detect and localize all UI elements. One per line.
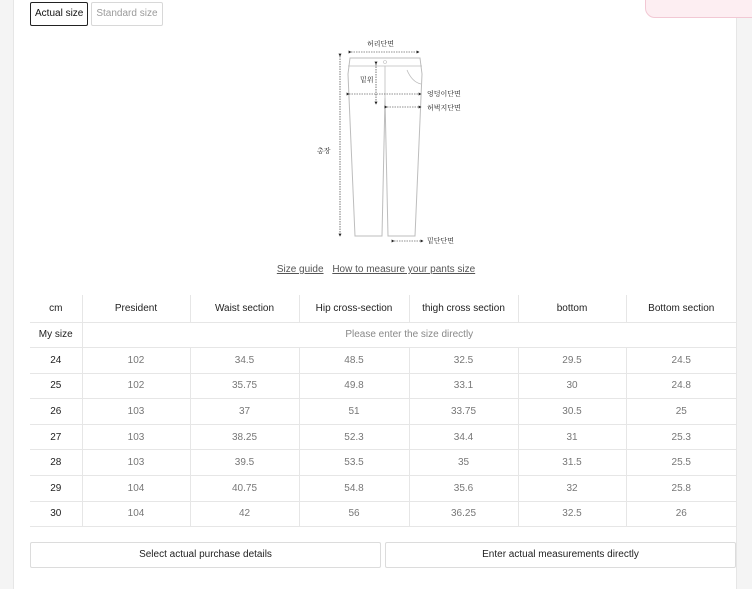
table-row xyxy=(30,373,736,399)
table-cell: 30.5 xyxy=(518,399,626,425)
size-table xyxy=(30,295,736,527)
table-cell: 103 xyxy=(82,399,190,425)
column-header: President xyxy=(82,295,190,322)
table-cell: 103 xyxy=(82,424,190,450)
table-cell: 32.5 xyxy=(518,501,626,527)
table-cell: 26 xyxy=(626,501,736,527)
my-size-row xyxy=(30,322,736,348)
column-header: Waist section xyxy=(190,295,299,322)
table-cell: 39.5 xyxy=(190,450,299,476)
table-cell: 34.4 xyxy=(409,424,518,450)
table-cell: 32.5 xyxy=(409,348,518,374)
table-cell: 33.1 xyxy=(409,373,518,399)
guide-links xyxy=(0,264,752,275)
size-cell: 30 xyxy=(30,501,82,527)
table-cell: 29.5 xyxy=(518,348,626,374)
how-to-measure-link[interactable]: How to measure your pants size xyxy=(332,264,476,275)
table-cell: 103 xyxy=(82,450,190,476)
table-cell: 38.25 xyxy=(190,424,299,450)
table-cell: 25.3 xyxy=(626,424,736,450)
table-cell: 102 xyxy=(82,348,190,374)
table-cell: 35 xyxy=(409,450,518,476)
table-cell: 104 xyxy=(82,476,190,502)
table-cell: 30 xyxy=(518,373,626,399)
tab-actual-size[interactable]: Actual size xyxy=(30,2,88,26)
table-cell: 49.8 xyxy=(299,373,409,399)
table-cell: 25.5 xyxy=(626,450,736,476)
column-header: Bottom section xyxy=(626,295,736,322)
table-row xyxy=(30,450,736,476)
table-cell: 42 xyxy=(190,501,299,527)
my-size-label: My size xyxy=(30,322,82,348)
size-cell: 27 xyxy=(30,424,82,450)
table-cell: 32 xyxy=(518,476,626,502)
table-cell: 54.8 xyxy=(299,476,409,502)
table-cell: 31 xyxy=(518,424,626,450)
table-cell: 33.75 xyxy=(409,399,518,425)
column-header: Hip cross-section xyxy=(299,295,409,322)
notification-card xyxy=(645,0,752,18)
select-purchase-details-button[interactable]: Select actual purchase details xyxy=(30,542,381,568)
table-row xyxy=(30,501,736,527)
column-header: cm xyxy=(30,295,82,322)
table-cell: 51 xyxy=(299,399,409,425)
table-cell: 24.8 xyxy=(626,373,736,399)
table-row xyxy=(30,424,736,450)
column-header: thigh cross section xyxy=(409,295,518,322)
waist-measure-label: 허리단면 xyxy=(367,40,395,48)
pants-measurement-diagram xyxy=(300,36,480,251)
table-cell: 35.75 xyxy=(190,373,299,399)
hem-measure-label: 밑단단면 xyxy=(427,237,455,245)
table-cell: 37 xyxy=(190,399,299,425)
enter-measurements-button[interactable]: Enter actual measurements directly xyxy=(385,542,736,568)
rise-measure-label: 밑위 xyxy=(360,76,374,84)
table-cell: 25 xyxy=(626,399,736,425)
table-cell: 31.5 xyxy=(518,450,626,476)
size-type-tabs xyxy=(30,2,163,26)
table-cell: 34.5 xyxy=(190,348,299,374)
table-row xyxy=(30,399,736,425)
left-side-panel xyxy=(0,0,14,589)
right-side-panel xyxy=(736,0,752,589)
table-row xyxy=(30,476,736,502)
table-cell: 56 xyxy=(299,501,409,527)
table-cell: 102 xyxy=(82,373,190,399)
tab-standard-size[interactable]: Standard size xyxy=(91,2,162,26)
size-cell: 25 xyxy=(30,373,82,399)
table-cell: 25.8 xyxy=(626,476,736,502)
size-cell: 26 xyxy=(30,399,82,425)
table-cell: 52.3 xyxy=(299,424,409,450)
table-cell: 36.25 xyxy=(409,501,518,527)
table-cell: 48.5 xyxy=(299,348,409,374)
hip-measure-label: 엉덩이단면 xyxy=(427,90,461,98)
table-cell: 104 xyxy=(82,501,190,527)
total-length-measure-label: 총장 xyxy=(317,147,331,155)
thigh-measure-label: 허벅지단면 xyxy=(427,104,461,112)
table-header-row xyxy=(30,295,736,322)
size-cell: 24 xyxy=(30,348,82,374)
table-cell: 40.75 xyxy=(190,476,299,502)
column-header: bottom xyxy=(518,295,626,322)
size-cell: 28 xyxy=(30,450,82,476)
size-cell: 29 xyxy=(30,476,82,502)
pants-illustration-icon xyxy=(348,58,422,236)
size-guide-link[interactable]: Size guide xyxy=(276,264,324,275)
my-size-input[interactable]: Please enter the size directly xyxy=(82,322,736,348)
table-cell: 35.6 xyxy=(409,476,518,502)
table-row xyxy=(30,348,736,374)
table-cell: 53.5 xyxy=(299,450,409,476)
table-cell: 24.5 xyxy=(626,348,736,374)
